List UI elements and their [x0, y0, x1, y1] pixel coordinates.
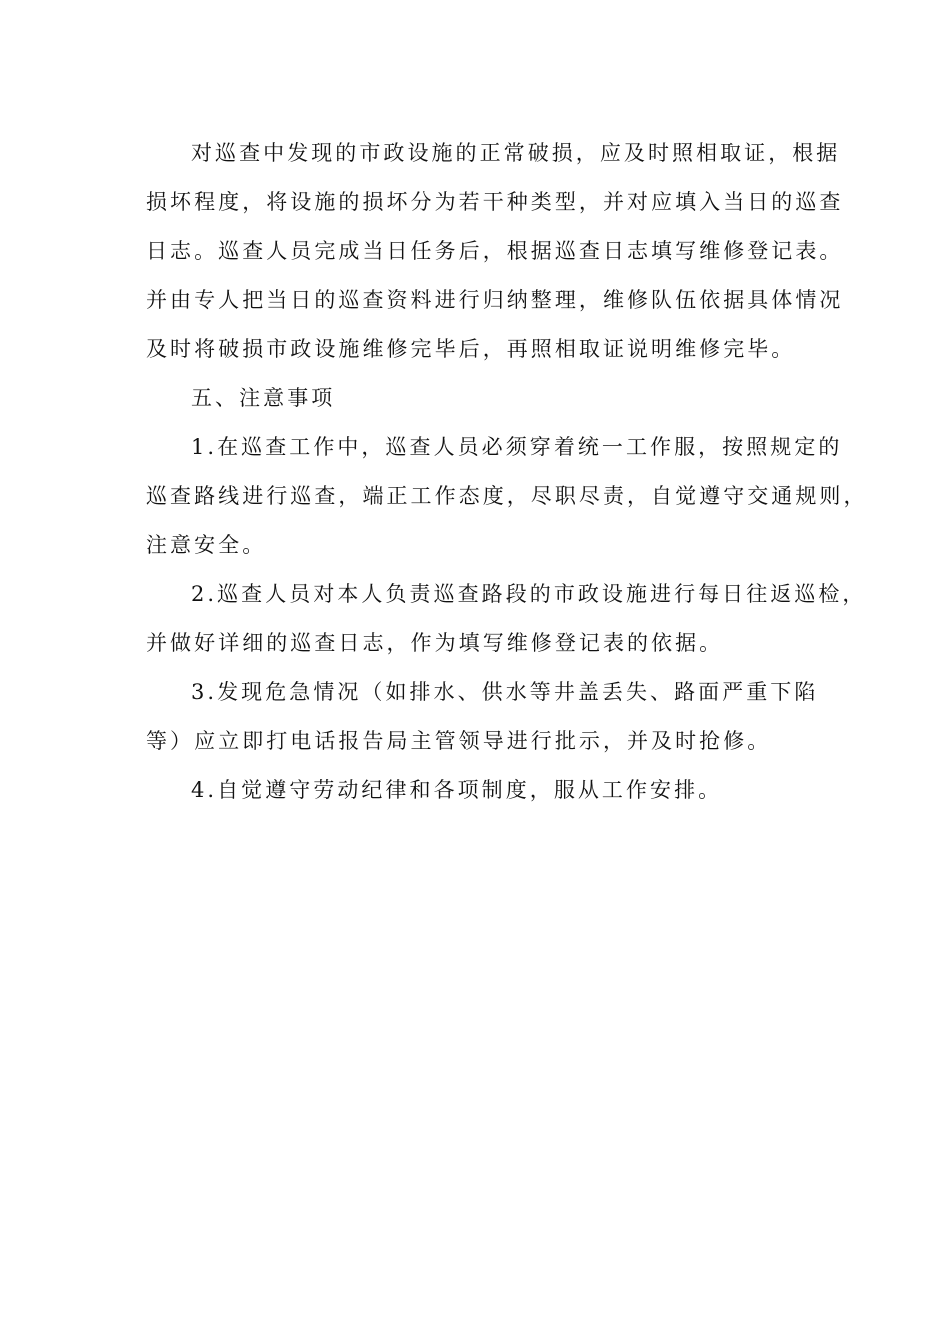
list-item-3 [146, 668, 819, 766]
list-item-1 [146, 423, 868, 570]
list-item-2 [146, 570, 867, 668]
text-line: 并由专人把当日的巡查资料进行归纳整理，维修队伍依据具体情况 [146, 288, 844, 312]
text-line: 4.自觉遵守劳动纪律和各项制度，服从工作安排。 [191, 778, 723, 802]
text-line: 2.巡查人员对本人负责巡查路段的市政设施进行每日往返巡检， [191, 582, 867, 606]
text-line: 1.在巡查工作中，巡查人员必须穿着统一工作服，按照规定的 [191, 435, 843, 459]
text-line: 损坏程度，将设施的损坏分为若干种类型，并对应填入当日的巡查 [146, 190, 844, 214]
text-line: 及时将破损市政设施维修完毕后，再照相取证说明维修完毕。 [146, 337, 796, 361]
document-body [146, 129, 868, 815]
section-heading: 五、注意事项 [191, 386, 336, 410]
text-line: 3.发现危急情况（如排水、供水等井盖丢失、路面严重下陷 [191, 680, 819, 704]
text-line: 对巡查中发现的市政设施的正常破损，应及时照相取证，根据 [191, 141, 841, 165]
text-line: 巡查路线进行巡查，端正工作态度，尽职尽责，自觉遵守交通规则， [146, 484, 868, 508]
paragraph-inspection-procedure [146, 129, 844, 374]
list-item-4 [146, 766, 806, 815]
text-line: 等）应立即打电话报告局主管领导进行批示，并及时抢修。 [146, 729, 772, 753]
text-line: 并做好详细的巡查日志，作为填写维修登记表的依据。 [146, 631, 724, 655]
text-line: 日志。巡查人员完成当日任务后，根据巡查日志填写维修登记表。 [146, 239, 844, 263]
text-line: 注意安全。 [146, 533, 267, 557]
